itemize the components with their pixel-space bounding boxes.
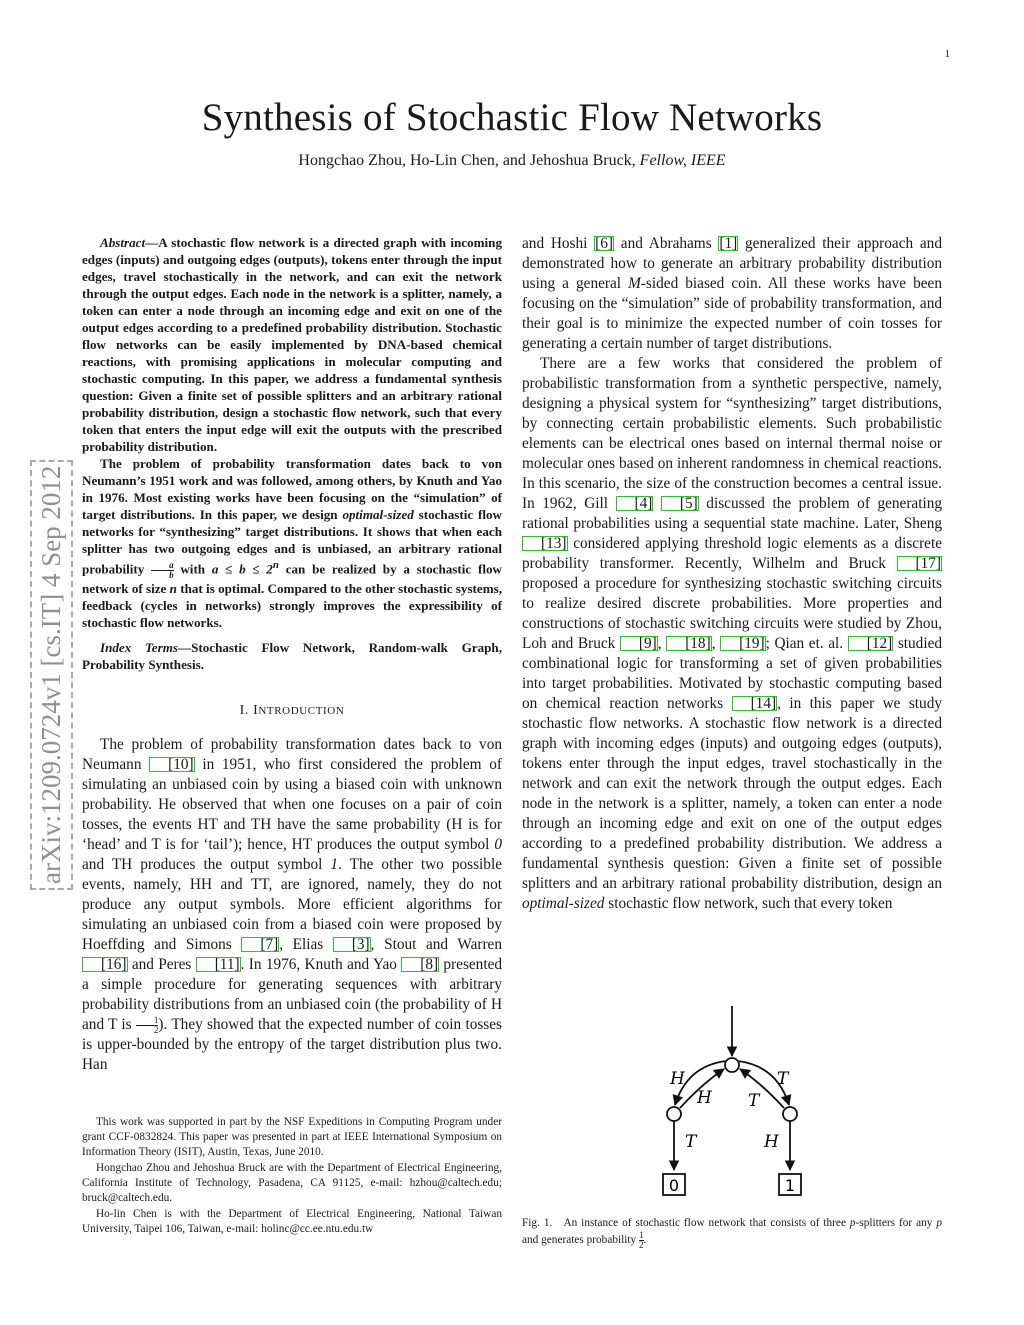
- splitter-node-right: [783, 1107, 797, 1121]
- index-terms: Index Terms—Stochastic Flow Network, Random-walk Graph, Probability Synthesis.: [82, 639, 502, 672]
- right-column: [522, 234, 942, 914]
- footnotes: [82, 1115, 502, 1238]
- footnote-funding: This work was supported in part by the NSF Expeditions in Computing Program under grant CCF-0832824. This paper was presented in part at IEEE International Symposium on Information Theory (ISIT), Austin, Texas, June 2010.: [82, 1116, 502, 1158]
- citation-link[interactable]: [16]: [82, 957, 128, 972]
- fraction-one-half: $\frac{1}{2}$: [639, 1230, 644, 1250]
- abstract: [82, 234, 502, 673]
- citation-link[interactable]: [11]: [196, 957, 241, 972]
- figure-1-flow-network: [652, 1004, 812, 1204]
- citation-link[interactable]: [7]: [241, 937, 279, 952]
- edge-label-h-down: H: [764, 1132, 779, 1152]
- citation-link[interactable]: [10]: [149, 757, 195, 772]
- edge-label-h-inner: H: [697, 1088, 712, 1108]
- fraction-a-over-b: $\frac{a}{b}$: [151, 561, 174, 580]
- right-paragraph-1: and Hoshi [6] and Abrahams [1] generalized their approach and demonstrated how to generate an arbitrary probability distribution using a general M-sided biased coin. All these works have been focusing on the “simulation” side of probability transformation, and their goal is to minimize the expected number of coin tosses for generating a certain number of target distributions.: [522, 235, 942, 352]
- citation-link[interactable]: [13]: [522, 536, 568, 551]
- footnote-affiliation-2: Ho-lin Chen is with the Department of Electrical Engineering, National Taiwan University, Taipei 106, Taiwan, e-mail: holinc@cc.ee.ntu.edu.tw: [82, 1208, 502, 1235]
- citation-link[interactable]: [9]: [620, 636, 658, 651]
- edge-label-t-down: T: [685, 1132, 697, 1152]
- author-line: [0, 152, 1024, 170]
- abstract-emphasis: optimal-sized: [342, 507, 414, 522]
- author-honorific: Fellow, IEEE: [639, 152, 726, 169]
- citation-link[interactable]: [6]: [595, 235, 614, 252]
- citation-link[interactable]: [4]: [616, 496, 654, 511]
- splitter-node-left: [667, 1107, 681, 1121]
- index-terms-label: Index Terms: [100, 639, 178, 655]
- right-paragraph-2: There are a few works that considered the problem of probabilistic transformation from a synthetic perspective, namely, designing a physical system for “synthesizing” target distributions, by connecting certain probabilistic elements. Such probabilistic elements can be electrical ones based on internal thermal noise or molecular ones based on inherent randomness in chemical reactions. In this scenario, the size of the construction becomes a central issue. In 1962, Gill [4] [5] discussed the problem of generating rational probabilities using a sequential state machine. Later, Sheng [13] considered applying threshold logic elements as a discrete probability transformer. Recently, Wilhelm and Bruck [17] proposed a procedure for synthesizing stochastic switching circuits to realize desired discrete probabilities. More properties and constructions of stochastic switching circuits were studied by Zhou, Loh and Bruck [9], [18], [19]; Qian et. al. [12] studied combinational logic for transforming a set of given probabilities into target probabilities. Motivated by stochastic computing based on chemical reaction networks [14], in this paper we study stochastic flow networks. A stochastic flow network is a directed graph with incoming edges (inputs) and outgoing edges (outputs), tokens enter through the input edges, travel stochastically in the network and can exit the network through the output edges. Each node in the network is a splitter, namely, a token can enter a node through an incoming edge and exit on one of the output edges according to a predefined probability distribution. We address a fundamental synthesis question: Given a finite set of possible splitters and an arbitrary rational probability distribution, design an optimal-sized stochastic flow network, such that every token: [522, 355, 943, 912]
- citation-link[interactable]: [19]: [720, 636, 766, 651]
- abstract-label: Abstract: [100, 235, 146, 250]
- footnote-affiliation-1: Hongchao Zhou and Jehoshua Bruck are with the Department of Electrical Engineering, California Institute of Technology, Pasadena, CA 91125, e-mail: hzhou@caltech.edu; bruck@caltech.edu.: [82, 1162, 502, 1204]
- left-column: [82, 234, 502, 1075]
- edge-label-t-inner: T: [748, 1091, 760, 1111]
- arxiv-stamp[interactable]: arXiv:1209.0724v1 [cs.IT] 4 Sep 2012: [36, 465, 66, 884]
- citation-link[interactable]: [18]: [666, 636, 712, 651]
- introduction-body: [82, 735, 502, 1075]
- citation-link[interactable]: [1]: [719, 235, 738, 252]
- page-number: 1: [944, 48, 950, 60]
- citation-link[interactable]: [5]: [661, 496, 699, 511]
- fraction-one-half: $\frac{1}{2}$: [136, 1016, 159, 1035]
- output-label-0: 0: [668, 1176, 680, 1195]
- splitter-node-top: [725, 1058, 739, 1072]
- introduction-paragraph: The problem of probability transformation dates back to von Neumann [10] in 1951, who first considered the problem of simulating an unbiased coin by using a biased coin with unknown probability. He observed that when one focuses on a pair of coin tosses, the events HT and TH have the same probability (H is for ‘head’ and T is for ‘tail’); hence, HT produces the output symbol 0 and TH produces the output symbol 1. The other two possible events, namely, HH and TT, are ignored, namely, they do not produce any output symbols. More efficient algorithms for simulating an unbiased coin from a biased coin were proposed by Hoeffding and Simons [7], Elias [3], Stout and Warren [16] and Peres [11]. In 1976, Knuth and Yao [8] presented a simple procedure for generating sequences with arbitrary probability distributions from an unbiased coin (the probability of H and T is $\frac{1}{2}$ ). They showed that the expected number of coin tosses is upper-bounded by the entropy of the target distribution plus two. Han: [82, 735, 503, 1073]
- citation-link[interactable]: [3]: [333, 937, 371, 952]
- paper-title: Synthesis of Stochastic Flow Networks: [201, 96, 823, 139]
- edge-label-h-left: H: [670, 1069, 685, 1089]
- citation-link[interactable]: [8]: [401, 957, 439, 972]
- edge-label-t-right: T: [777, 1069, 789, 1089]
- section-heading-introduction: I. INTRODUCTION: [239, 702, 345, 718]
- condition-formula: a ≤ b ≤ 2: [211, 561, 273, 577]
- output-label-1: 1: [784, 1176, 796, 1195]
- abstract-paragraph-1: Abstract—A stochastic flow network is a directed graph with incoming edges (inputs) and outgoing edges (outputs), tokens enter through the input edges, travel stochastically in the network, and can exit the network through the output edges. Each node in the network is a splitter, namely, a token can enter a node through an incoming edge and exit on one of the output edges according to a predefined probability distribution. Stochastic flow networks can be easily implemented by DNA-based chemical reactions, with promising applications in molecular computing and stochastic computing. In this paper, we address a fundamental synthesis question: Given a finite set of possible splitters and an arbitrary rational probability distribution, design a stochastic flow network, such that every token that enters the input edge will exit the outputs with the prescribed probability distribution.: [82, 235, 502, 454]
- abstract-paragraph-2: The problem of probability transformation dates back to von Neumann’s 1951 work and was followed, among others, by Knuth and Yao in 1976. Most existing works have been focusing on the “simulation” of target distributions. In this paper, we design optimal-sized stochastic flow networks for “synthesizing” target distributions. It shows that when each splitter has two outgoing edges and is unbiased, an arbitrary rational probability $\frac{a}{b}$ with $a \le b \le 2^n$ can be realized by a stochastic flow network of size n that is optimal. Compared to the other stochastic systems, feedback (cycles in networks) strongly improves the expressibility of stochastic flow networks.: [82, 456, 503, 630]
- body-emphasis: optimal-sized: [522, 895, 605, 912]
- citation-link[interactable]: [17]: [897, 556, 943, 571]
- citation-link[interactable]: [14]: [732, 696, 778, 711]
- author-names: Hongchao Zhou, Ho-Lin Chen, and Jehoshua Bruck,: [298, 152, 636, 169]
- figure-caption: Fig. 1. An instance of stochastic flow network that consists of three p-splitters for any p and generates probability $\frac{1}{2}$ .: [522, 1217, 942, 1250]
- citation-link[interactable]: [12]: [848, 636, 894, 651]
